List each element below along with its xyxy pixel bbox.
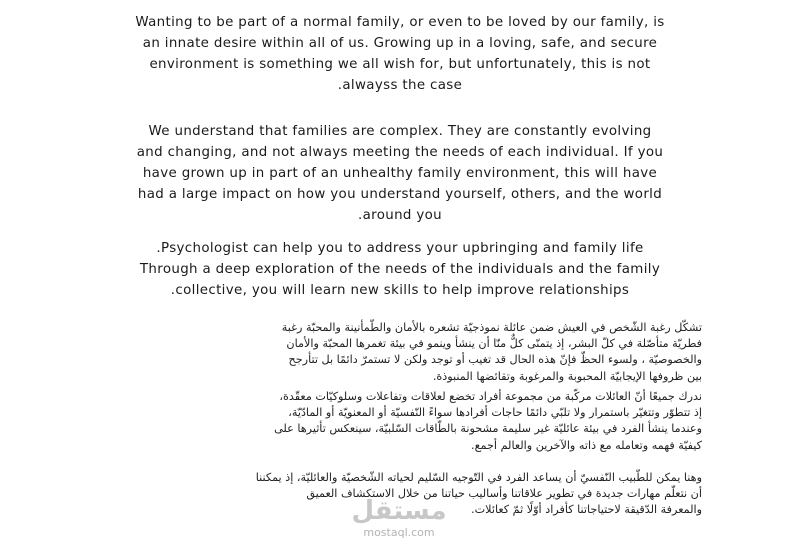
watermark-url: mostaql.com [363,526,435,539]
text-line: كيفيّة فهمه وتعامله مع ذاته والآخرين والعالم أجمع. [471,438,702,452]
text-line: أن نتعلّم مهارات جديدة في تطوير علاقاتنا وأساليب حياتنا من خلال الاستكشاف العميق [306,487,702,501]
text-line: environment is something we all wish for, but unfortunately, this is not [149,57,651,72]
english-paragraph-1 [82,12,718,96]
text-line: Through a deep exploration of the needs of the individuals and the family [139,262,661,277]
text-line: وعندما ينشأ الفرد في بيئة عائليّة غير سليمة مشحونة بالطّاقات السّلبيّة، سينعكس تأثيرها على [274,422,702,436]
text-line: and changing, and not always meeting the needs of each individual. If you [136,145,664,160]
text-line: around you. [357,208,443,223]
text-line: have grown up in part of an unhealthy family environment, this will have [142,166,658,181]
english-paragraph-3 [82,238,718,301]
text-line: تشكّل رغبة الشّخص في العيش ضمن عائلة نموذجيّة تشعره بالأمان والطّمأنينة والمحبّة رغبة [281,321,702,334]
text-line: ندرك جميعًا أنّ العائلات مركّبة من مجموعة أفراد تخضع لعلاقات وتفاعلات وسلوكيّات معقّدة، [279,390,702,403]
text-line: had a large impact on how you understand yourself, others, and the world [137,187,663,202]
text-line: بين ظروفها الإيجابيّة المحبوبة والمرغوبة وتقائضها المنبوذة. [432,369,702,383]
arabic-paragraph-2 [100,389,702,454]
mostaql-logo-icon: مستقل [351,496,447,526]
text-line: والخصوصيّة ، ولسوء الحظّ فإنّ هذه الحال قد تغيب أو توجد ولكن لا تستمرّ دائمًا بل تتأرجح [288,353,702,367]
english-paragraph-2 [82,121,718,226]
text-line: وهنا يمكن للطّبيب النّفسيّ أن يساعد الفرد في التّوجيه السّليم لحياته الشّخصيّة والعائليّة، إذ يمكننا [255,471,702,484]
text-line: Wanting to be part of a normal family, or even to be loved by our family, is [135,15,665,30]
text-line: We understand that families are complex. They are constantly evolving [148,124,652,139]
text-line: فطريّة متأصّلة في كلّ البشر، إذ يتمنّى كلٌّ منّا أن ينشأ وينمو في بيئة تغمرها المحبّة والأمان [286,337,702,351]
text-line: إذ تتطوّر وتتغيّر باستمرار ولا تلبّي دائمًا حاجات أفرادها سواءً النّفسيّة أو المعنويّة أو المادّيّة، [288,406,702,420]
text-line: والمعرفة الدّقيقة لاحتياجاتنا كأفراد أوّلًا ثمّ كعائلات. [471,503,702,517]
arabic-paragraph-1 [100,320,702,385]
mostaql-watermark [344,496,454,548]
text-line: alwayss the case. [337,78,463,93]
text-line: an innate desire within all of us. Growing up in a loving, safe, and secure [142,36,658,51]
text-line: collective, you will learn new skills to help improve relationships. [170,283,630,298]
text-line: Psychologist can help you to address your upbringing and family life. [156,241,644,256]
